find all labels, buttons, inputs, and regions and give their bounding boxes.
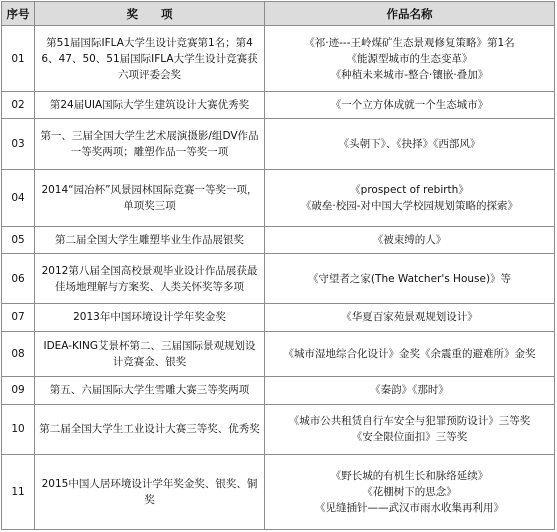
header-row	[2, 2, 555, 26]
row-number: 08	[2, 331, 35, 377]
row-number: 06	[2, 254, 35, 304]
header-no: 序号	[2, 2, 35, 26]
work-cell	[265, 92, 555, 119]
work-title: 《城市公共租赁自行车安全与犯罪预防设计》三等奖	[288, 415, 531, 428]
table-row	[2, 26, 555, 92]
row-number: 11	[2, 454, 35, 529]
work-title: 《被束缚的人》	[372, 233, 447, 246]
work-title: 《prospect of rebirth》	[350, 183, 469, 196]
row-number: 01	[2, 26, 35, 92]
work-title: 《秦韵》《那时》	[370, 384, 449, 397]
work-title: 《种植未来城市-整合·镶嵌·叠加》	[330, 68, 489, 81]
row-number: 09	[2, 377, 35, 404]
table-row	[2, 404, 555, 454]
work-title: 《花棚树下的思念》	[362, 485, 457, 498]
row-number: 07	[2, 304, 35, 331]
work-cell	[265, 304, 555, 331]
header-award: 奖 项	[35, 2, 265, 26]
table-row	[2, 169, 555, 226]
award-cell: IDEA-KING艾景杯第二、三届国际景观规划设计竞赛金、银奖	[35, 331, 265, 377]
table-row	[2, 331, 555, 377]
work-cell	[265, 331, 555, 377]
award-cell: 第五、六届国际大学生雪雕大赛三等奖两项	[35, 377, 265, 404]
header-work: 作品名称	[265, 2, 555, 26]
work-title: 《华夏百家苑景观规划设计》	[341, 311, 478, 324]
table-row	[2, 304, 555, 331]
work-title: 《城市湿地综合化设计》金奖《余震重的避难所》金奖	[283, 347, 536, 360]
table-row	[2, 454, 555, 529]
table-row	[2, 377, 555, 404]
award-cell: 第二届全国大学生工业设计大赛三等奖、优秀奖	[35, 404, 265, 454]
table-row	[2, 119, 555, 169]
work-title: 《祁·迹---王岭煤矿生态景观修复策略》第1名	[304, 36, 515, 49]
award-cell: 第24届UIA国际大学生建筑设计大赛优秀奖	[35, 92, 265, 119]
row-number: 04	[2, 169, 35, 226]
work-cell	[265, 254, 555, 304]
work-title: 《安全限位面扣》三等奖	[351, 431, 468, 444]
work-cell	[265, 454, 555, 529]
row-number: 05	[2, 226, 35, 253]
work-title: 《一个立方体成就一个生态城市》	[330, 99, 489, 112]
award-cell: 2014“园冶杯”风景园林国际竞赛一等奖一项，单项奖三项	[35, 169, 265, 226]
row-number: 02	[2, 92, 35, 119]
awards-table	[1, 1, 555, 530]
work-cell	[265, 404, 555, 454]
work-title: 《野长城的有机生长和脉络延续》	[330, 469, 489, 482]
work-title: 《见缝插针——武汉市雨水收集再利用》	[315, 501, 504, 514]
table-row	[2, 226, 555, 253]
work-title: 《破垒·校园-对中国大学校园规划策略的探索》	[300, 199, 519, 212]
work-cell	[265, 119, 555, 169]
row-number: 10	[2, 404, 35, 454]
award-cell: 2015中国人居环境设计学年奖金奖、银奖、铜奖	[35, 454, 265, 529]
work-title: 《能源型城市的生态变革》	[346, 52, 473, 65]
work-cell	[265, 26, 555, 92]
award-cell: 2013年中国环境设计学年奖金奖	[35, 304, 265, 331]
work-title: 《头朝下》、《抉择》《西部风》	[338, 138, 481, 151]
table-row	[2, 254, 555, 304]
row-number: 03	[2, 119, 35, 169]
work-cell	[265, 169, 555, 226]
work-title: 《守望者之家(The Watcher's House)》等	[307, 272, 512, 285]
award-cell: 2012第八届全国高校景观毕业设计作品展获最佳场地理解与方案奖、人类关怀奖等多项	[35, 254, 265, 304]
work-cell	[265, 226, 555, 253]
award-cell: 第51届国际IFLA大学生设计竞赛第1名；第46、47、50、51届国际IFLA大学生设计竞赛获六项评委会奖	[35, 26, 265, 92]
award-cell: 第一、三届全国大学生艺术展演摄影/组DV作品一等奖两项；雕塑作品一等奖一项	[35, 119, 265, 169]
table-row	[2, 92, 555, 119]
work-cell	[265, 377, 555, 404]
award-cell: 第二届全国大学生雕塑毕业生作品展银奖	[35, 226, 265, 253]
